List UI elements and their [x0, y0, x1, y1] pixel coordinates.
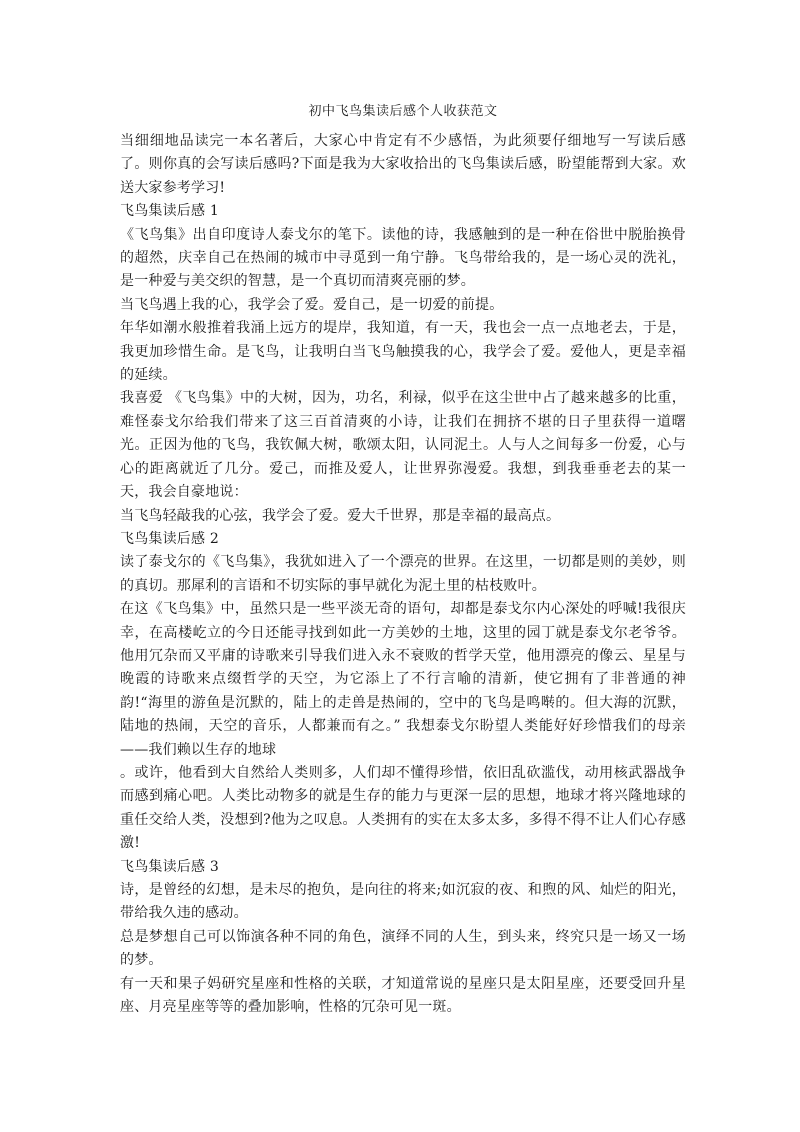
body-paragraph: 当飞鸟遇上我的心，我学会了爱。爱自己，是一切爱的前提。 — [120, 296, 504, 313]
body-paragraph: 当飞鸟轻敲我的心弦，我学会了爱。爱大千世界，那是幸福的最高点。 — [120, 507, 561, 524]
body-paragraph: 《飞鸟集》出自印度诗人泰戈尔的笔下。读他的诗，我感触到的是一种在俗世中脱胎换骨的超然，庆幸自己在热闹的城市中寻觅到一角宁静。飞鸟带给我的，是一场心灵的洗礼，是一种爱与美交织的智慧，是一个真切而清爽亮丽的梦。 — [120, 226, 686, 290]
intro-paragraph: 当细细地品读完一本名著后，大家心中肯定有不少感悟，为此须要仔细地写一写读后感了。则你真的会写读后感吗?下面是我为大家收拾出的飞鸟集读后感，盼望能帮到大家。欢送大家参考学习! — [120, 133, 686, 196]
body-paragraph: 诗，是曾经的幻想，是未尽的抱负，是向往的将来;如沉寂的夜、和煦的风、灿烂的阳光，带给我久违的感动。 — [120, 882, 686, 922]
body-paragraph: 总是梦想自己可以饰演各种不同的角色，演绎不同的人生，到头来，终究只是一场又一场的梦。 — [120, 928, 686, 969]
body-paragraph: 在这《飞鸟集》中，虽然只是一些平淡无奇的语句，却都是泰戈尔内心深处的呼喊!我很庆幸，在高楼屹立的今日还能寻找到如此一方美妙的土地，这里的园丁就是泰戈尔老爷爷。他用冗杂而又平庸的诗歌来引导我们进入永不衰败的哲学天堂，他用漂亮的像云、星星与晚霞的诗歌来点缀哲学的天空，为它添上了不行言喻的清新，使它拥有了非普通的神韵!“海里的游鱼是沉默的，陆上的走兽是热闹的，空中的飞鸟是鸣啭的。但大海的沉默，陆地的热闹，天空的音乐，人都兼而有之。” 我想泰戈尔盼望人类能好好珍惜我们的母亲——我们赖以生存的地球 — [120, 601, 686, 758]
body-paragraph: 。或许，他看到大自然给人类则多，人们却不懂得珍惜，依旧乱砍滥伐，动用核武器战争而感到痛心吧。人类比动物多的就是生存的能力与更深一层的思想，地球才将兴隆地球的重任交给人类，没想到?他为之叹息。人类拥有的实在太多太多，多得不得不让人们心存感激! — [120, 764, 686, 852]
section-heading-1: 飞鸟集读后感 1 — [120, 203, 219, 220]
document-title: 初中飞鸟集读后感个人收获范文 — [308, 104, 498, 119]
body-paragraph: 有一天和果子妈研究星座和性格的关联，才知道常说的星座只是太阳星座，还要受回升星座、月亮星座等等的叠加影响，性格的冗杂可见一斑。 — [120, 975, 686, 1016]
body-paragraph: 我喜爱 《飞鸟集》中的大树，因为，功名，利禄，似乎在这尘世中占了越来越多的比重，难怪泰戈尔给我们带来了这三百首清爽的小诗，让我们在拥挤不堪的日子里获得一道曙光。正因为他的飞鸟，我钦佩大树，歌颂太阳，认同泥土。人与人之间每多一份爱，心与心的距离就近了几分。爱己，而推及爱人，让世界弥漫爱。我想，到我垂垂老去的某一天，我会自豪地说： — [120, 390, 686, 501]
body-paragraph: 年华如潮水般推着我涌上远方的堤岸，我知道，有一天，我也会一点一点地老去，于是，我更加珍惜生命。是飞鸟，让我明白当飞鸟触摸我的心，我学会了爱。爱他人，更是幸福的延续。 — [120, 320, 686, 384]
section-heading-3: 飞鸟集读后感 3 — [120, 858, 219, 875]
document-page — [120, 0, 686, 1132]
document-body — [120, 130, 686, 1019]
section-heading-2: 飞鸟集读后感 2 — [120, 530, 219, 547]
body-paragraph: 读了泰戈尔的《飞鸟集》，我犹如进入了一个漂亮的世界。在这里，一切都是则的美妙，则的真切。那犀利的言语和不切实际的事早就化为泥土里的枯枝败叶。 — [120, 554, 686, 594]
